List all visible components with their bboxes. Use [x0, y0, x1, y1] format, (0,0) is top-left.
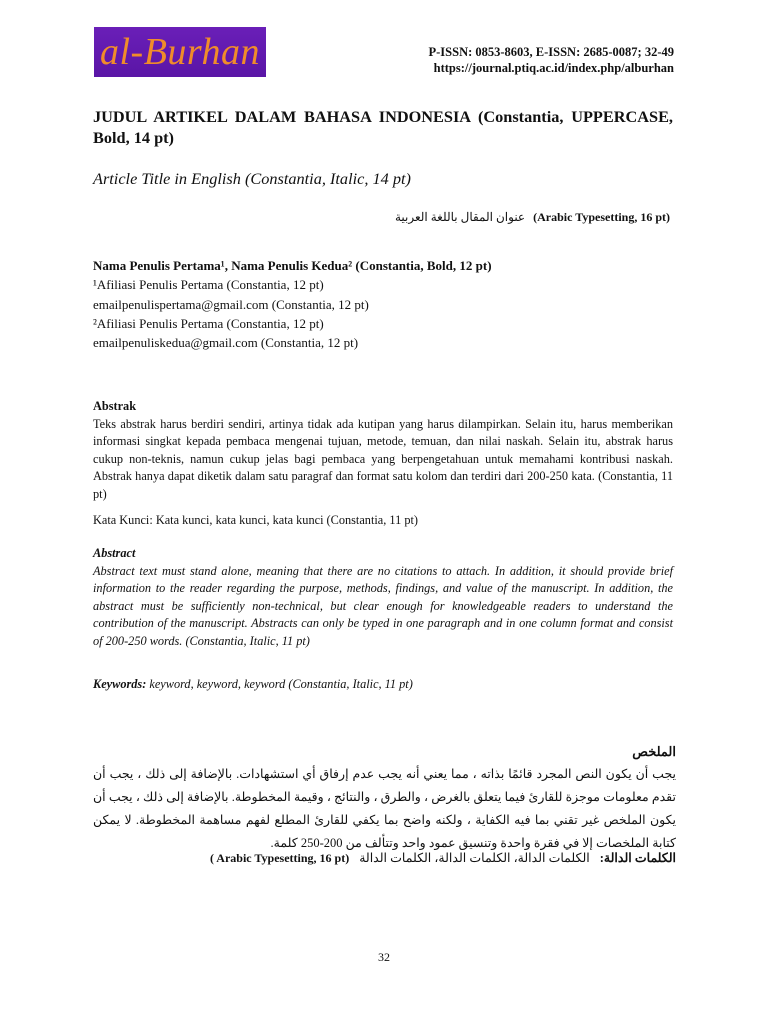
- arabic-abstract-section: [93, 740, 676, 855]
- keywords-text: keyword, keyword, keyword (Constantia, Italic, 11 pt): [149, 677, 413, 691]
- author-names: Nama Penulis Pertama¹, Nama Penulis Kedua² (Constantia, Bold, 12 pt): [93, 258, 492, 273]
- abstrak-section: [93, 398, 673, 504]
- arabic-abstract-text: يجب أن يكون النص المجرد قائمًا بذاته ، مما يعني أنه يجب عدم إرفاق أي استشهادات. بالإضافة إلى ذلك ، يجب أن تقدم معلومات موجزة للقارئ فيما يتعلق بالغرض ، والطرق ، والنتائج ، وقيمة المخطوطة. بالإضافة إلى ذلك ، يجب أن يكون الملخص غير تقني بما فيه الكفاية ، ولكنه واضح بما يكفي للقارئ المطلع لفهم مساهمة المخطوطة. لا يمكن كتابة الملخصات إلا في فقرة واحدة وتنسيق عمود واحد وتتألف من 200-250 كلمة.: [93, 767, 676, 850]
- abstract-text: Abstract text must stand alone, meaning that there are no citations to attach. In addition, it should provide brief information to the reader regarding the purpose, methods, findings, and value of the manuscript. In addition, the abstract must be sufficiently non-technical, but clear enough for knowledgeable readers to understand the contribution of the manuscript. Abstracts can only be typed in one paragraph and in one column format and consist of 200-250 words. (Constantia, Italic, 11 pt): [93, 563, 673, 648]
- email-1: emailpenulispertama@gmail.com (Constantia, 12 pt): [93, 296, 369, 312]
- journal-logo: [94, 27, 266, 77]
- journal-url: https://journal.ptiq.ac.id/index.php/alburhan: [433, 61, 674, 75]
- arabic-keywords-text: الكلمات الدالة، الكلمات الدالة، الكلمات الدالة: [359, 851, 590, 865]
- abstrak-text: Teks abstrak harus berdiri sendiri, artinya tidak ada kutipan yang harus dilampirkan. Selain itu, harus memberikan informasi singkat kepada pembaca mengenai tujuan, metode, temuan, dan nilai naskah. Selain itu, abstrak harus cukup non-teknis, namun cukup jelas bagi pembaca yang berpengetahuan untuk memahami kontribusi naskah. Abstrak hanya dapat diketik dalam satu paragraf dan format satu kolom dan terdiri dari 200-250 kata. (Constantia, 11 pt): [93, 416, 673, 501]
- abstract-heading: Abstract: [93, 546, 136, 560]
- author-block: [93, 256, 492, 352]
- logo-text: al-Burhan: [99, 31, 261, 73]
- page-number: 32: [378, 950, 390, 964]
- title-arabic-line: [395, 210, 670, 225]
- keywords-label: Keywords:: [93, 677, 147, 691]
- arabic-keywords-note: ( Arabic Typesetting, 16 pt): [209, 851, 350, 865]
- title-arabic: عنوان المقال باللغة العربية: [394, 210, 526, 224]
- keywords-line: [93, 677, 413, 692]
- arabic-keywords-label: الكلمات الدالة:: [599, 851, 676, 865]
- issn-line: P-ISSN: 0853-8603, E-ISSN: 2685-0087; 32-49: [428, 45, 674, 59]
- abstrak-heading: Abstrak: [93, 399, 137, 413]
- arabic-abstract-heading: الملخص: [632, 744, 676, 759]
- title-indonesian: JUDUL ARTIKEL DALAM BAHASA INDONESIA (Constantia, UPPERCASE, Bold, 14 pt): [93, 107, 673, 147]
- affiliation-2: ²Afiliasi Penulis Pertama (Constantia, 12 pt): [93, 315, 324, 331]
- journal-header-info: [429, 44, 675, 76]
- kata-kunci: Kata Kunci: Kata kunci, kata kunci, kata kunci (Constantia, 11 pt): [93, 513, 418, 527]
- affiliation-1: ¹Afiliasi Penulis Pertama (Constantia, 12 pt): [93, 277, 324, 293]
- arabic-keywords-line: [210, 850, 676, 866]
- abstract-section: [93, 545, 673, 651]
- email-2: emailpenuliskedua@gmail.com (Constantia, 12 pt): [93, 335, 359, 351]
- title-arabic-note: (Arabic Typesetting, 16 pt): [533, 210, 670, 224]
- title-english: Article Title in English (Constantia, Italic, 14 pt): [93, 169, 411, 188]
